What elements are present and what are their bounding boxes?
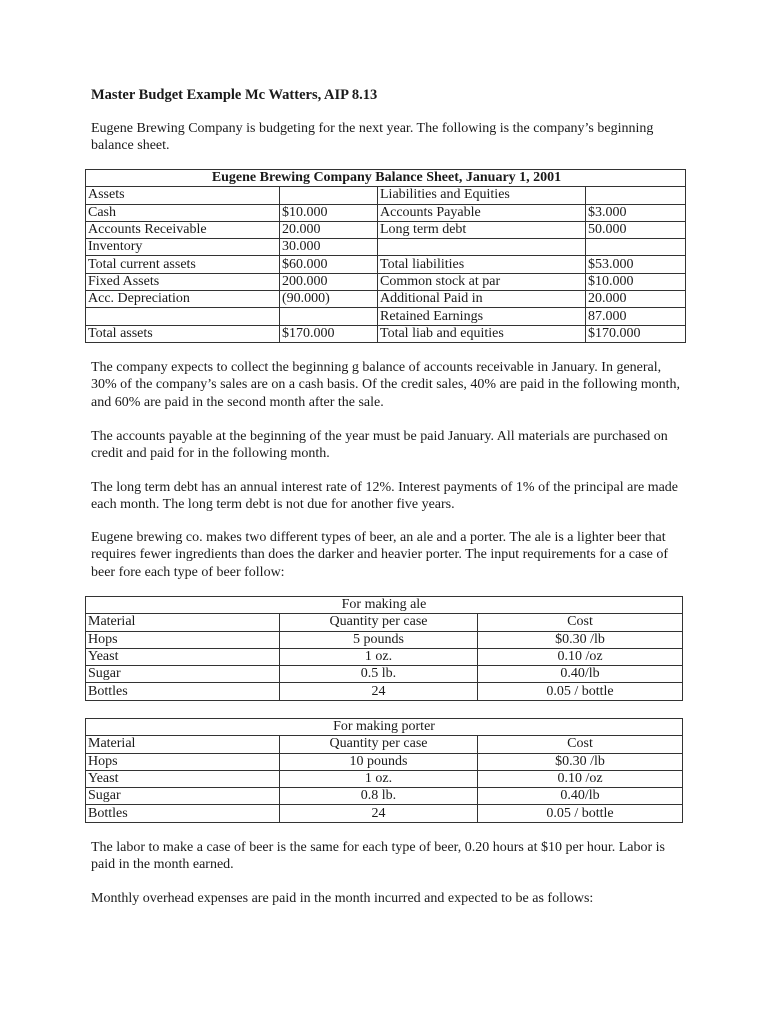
balance-sheet-cell: Assets xyxy=(86,187,280,204)
ale-table-cell: Yeast xyxy=(86,648,280,665)
balance-sheet-cell: Cash xyxy=(86,204,280,221)
balance-sheet-cell: Total liabilities xyxy=(378,256,586,273)
ale-caption-row xyxy=(86,597,683,614)
beer-types-paragraph: Eugene brewing co. makes two different types of beer, an ale and a porter. The ale is a lighter beer that requires fewer ingredients than does the darker and heavier porter. The input requirements for a case of beer fore each type of beer follow: xyxy=(91,530,669,580)
balance-sheet-cell: Accounts Receivable xyxy=(86,221,280,238)
balance-sheet-cell xyxy=(280,187,378,204)
ale-header-material: Material xyxy=(86,614,280,631)
porter-table-cell: 10 pounds xyxy=(280,753,478,770)
balance-sheet-cell: Inventory xyxy=(86,239,280,256)
balance-sheet-cell: 30.000 xyxy=(280,239,378,256)
porter-header-material: Material xyxy=(86,736,280,753)
ale-table-cell: 0.40/lb xyxy=(478,666,683,683)
document-title: Master Budget Example Mc Watters, AIP 8.13 xyxy=(91,87,378,103)
porter-materials-table xyxy=(85,718,683,823)
balance-sheet-cell: Acc. Depreciation xyxy=(86,291,280,308)
porter-table-cell: $0.30 /lb xyxy=(478,753,683,770)
balance-sheet-cell: 50.000 xyxy=(586,221,686,238)
balance-sheet-cell xyxy=(586,239,686,256)
porter-header-cost: Cost xyxy=(478,736,683,753)
ale-table-cell: Hops xyxy=(86,631,280,648)
porter-table-caption: For making porter xyxy=(86,719,683,736)
balance-sheet-cell: 200.000 xyxy=(280,273,378,290)
porter-table-cell: Bottles xyxy=(86,805,280,822)
ale-header-cost: Cost xyxy=(478,614,683,631)
balance-sheet-cell: Total assets xyxy=(86,325,280,342)
balance-sheet-cell xyxy=(378,239,586,256)
porter-header-row xyxy=(86,736,683,753)
balance-sheet-cell xyxy=(280,308,378,325)
balance-sheet-cell: 20.000 xyxy=(586,291,686,308)
overhead-paragraph: Monthly overhead expenses are paid in the month incurred and expected to be as follows: xyxy=(91,891,594,906)
ale-header-row xyxy=(86,614,683,631)
balance-sheet-row xyxy=(86,204,686,221)
ale-table-cell: Bottles xyxy=(86,683,280,700)
porter-table-cell: 0.05 / bottle xyxy=(478,805,683,822)
ale-table-cell: 1 oz. xyxy=(280,648,478,665)
balance-sheet-cell: 20.000 xyxy=(280,221,378,238)
ale-table-row xyxy=(86,666,683,683)
porter-table-row xyxy=(86,805,683,822)
porter-table-cell: Yeast xyxy=(86,770,280,787)
porter-header-quantity: Quantity per case xyxy=(280,736,478,753)
balance-sheet-body xyxy=(86,187,686,343)
balance-sheet-cell: Accounts Payable xyxy=(378,204,586,221)
balance-sheet-cell: Liabilities and Equities xyxy=(378,187,586,204)
balance-sheet-caption: Eugene Brewing Company Balance Sheet, January 1, 2001 xyxy=(86,170,686,187)
debt-paragraph: The long term debt has an annual interest rate of 12%. Interest payments of 1% of the principal are made each month. The long term debt is not due for another five years. xyxy=(91,480,679,513)
porter-table-cell: 0.8 lb. xyxy=(280,788,478,805)
balance-sheet-cell: $10.000 xyxy=(586,273,686,290)
ale-table-cell: Sugar xyxy=(86,666,280,683)
porter-table-row xyxy=(86,788,683,805)
ale-table-row xyxy=(86,631,683,648)
porter-caption-row xyxy=(86,719,683,736)
balance-sheet-cell: Long term debt xyxy=(378,221,586,238)
balance-sheet-caption-row xyxy=(86,170,686,187)
balance-sheet-cell: $60.000 xyxy=(280,256,378,273)
labor-paragraph: The labor to make a case of beer is the same for each type of beer, 0.20 hours at $10 per hour. Labor is paid in the month earned. xyxy=(91,840,666,873)
porter-table-cell: Hops xyxy=(86,753,280,770)
porter-table-cell: 0.10 /oz xyxy=(478,770,683,787)
ale-table-cell: $0.30 /lb xyxy=(478,631,683,648)
balance-sheet-cell: $53.000 xyxy=(586,256,686,273)
balance-sheet-cell: Total current assets xyxy=(86,256,280,273)
balance-sheet-row xyxy=(86,239,686,256)
receivables-paragraph: The company expects to collect the beginning g balance of accounts receivable in January. In general, 30% of the company’s sales are on a cash basis. Of the credit sales, 40% are paid in the following month, and 60% are paid in the second month after the sale. xyxy=(91,360,681,410)
porter-table-row xyxy=(86,753,683,770)
ale-table-cell: 5 pounds xyxy=(280,631,478,648)
balance-sheet-row xyxy=(86,187,686,204)
porter-table-cell: 1 oz. xyxy=(280,770,478,787)
ale-table-body xyxy=(86,631,683,700)
balance-sheet-cell: 87.000 xyxy=(586,308,686,325)
porter-table-cell: 0.40/lb xyxy=(478,788,683,805)
ale-table-row xyxy=(86,683,683,700)
balance-sheet-cell: Common stock at par xyxy=(378,273,586,290)
ale-table-caption: For making ale xyxy=(86,597,683,614)
balance-sheet-cell: Total liab and equities xyxy=(378,325,586,342)
balance-sheet-row xyxy=(86,273,686,290)
balance-sheet-row xyxy=(86,256,686,273)
porter-table-cell: Sugar xyxy=(86,788,280,805)
balance-sheet-cell: Fixed Assets xyxy=(86,273,280,290)
intro-paragraph: Eugene Brewing Company is budgeting for the next year. The following is the company’s beginning balance sheet. xyxy=(91,121,654,154)
payables-paragraph: The accounts payable at the beginning of the year must be paid January. All materials are purchased on credit and paid for in the following month. xyxy=(91,429,668,462)
balance-sheet-cell: $3.000 xyxy=(586,204,686,221)
ale-table-cell: 0.10 /oz xyxy=(478,648,683,665)
balance-sheet-cell: $10.000 xyxy=(280,204,378,221)
balance-sheet-cell: $170.000 xyxy=(280,325,378,342)
ale-table-cell: 0.5 lb. xyxy=(280,666,478,683)
balance-sheet-cell: $170.000 xyxy=(586,325,686,342)
ale-materials-table xyxy=(85,596,683,701)
porter-table-body xyxy=(86,753,683,822)
balance-sheet-cell xyxy=(586,187,686,204)
balance-sheet-row xyxy=(86,221,686,238)
ale-header-quantity: Quantity per case xyxy=(280,614,478,631)
balance-sheet-cell: Retained Earnings xyxy=(378,308,586,325)
porter-table-row xyxy=(86,770,683,787)
balance-sheet-cell xyxy=(86,308,280,325)
ale-table-row xyxy=(86,648,683,665)
ale-table-cell: 0.05 / bottle xyxy=(478,683,683,700)
balance-sheet-cell: (90.000) xyxy=(280,291,378,308)
balance-sheet-row xyxy=(86,325,686,342)
balance-sheet-row xyxy=(86,291,686,308)
ale-table-cell: 24 xyxy=(280,683,478,700)
balance-sheet-cell: Additional Paid in xyxy=(378,291,586,308)
balance-sheet-table xyxy=(85,169,686,343)
balance-sheet-row xyxy=(86,308,686,325)
porter-table-cell: 24 xyxy=(280,805,478,822)
